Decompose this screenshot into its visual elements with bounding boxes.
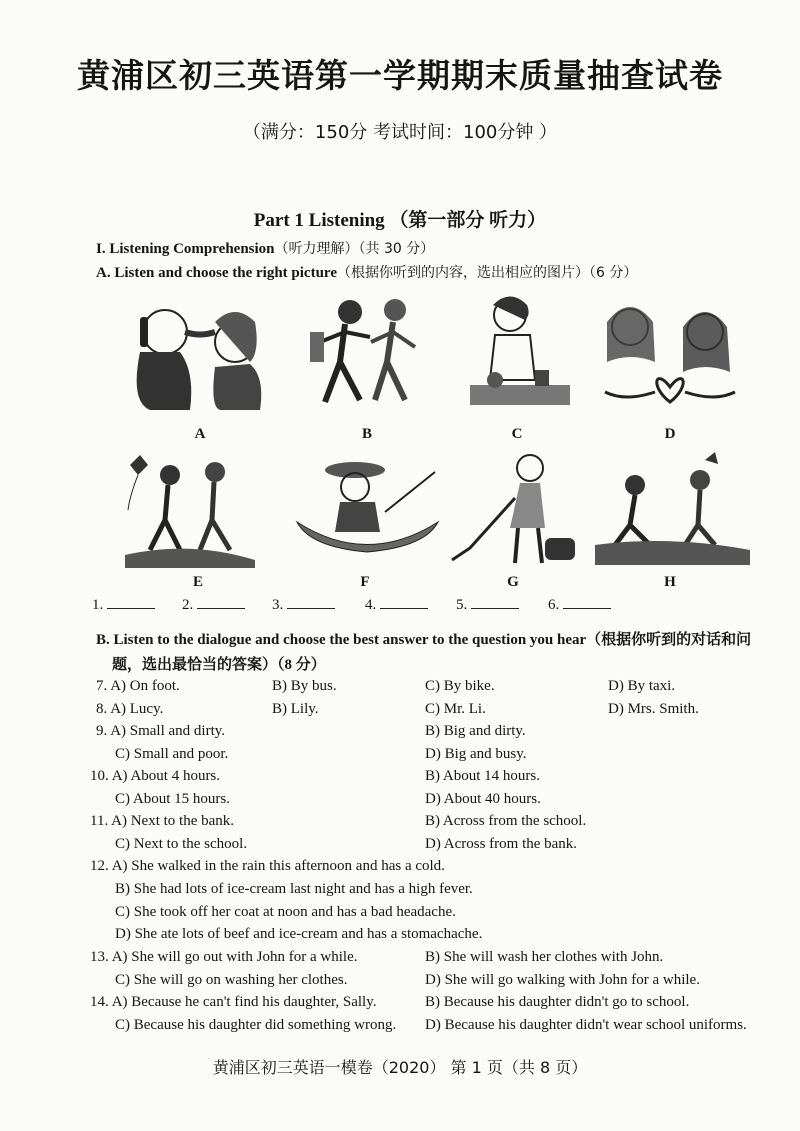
option-a[interactable]: A) She will go out with John for a while. (111, 949, 358, 965)
section-heading-listening (96, 238, 434, 258)
beach-play-icon (590, 450, 720, 570)
option-a[interactable]: A) She walked in the rain this afternoon and has a cold. (111, 858, 445, 874)
option-c[interactable]: C) Mr. Li. (425, 701, 486, 717)
answer-blank-6[interactable]: 6. (548, 596, 611, 614)
running-couple-icon (305, 292, 435, 412)
question-10: 10. A) About 4 hours. (90, 768, 221, 784)
option-a[interactable]: A) Because he can't find his daughter, Sally. (111, 994, 377, 1010)
section-b-heading-cont: 题，选出最恰当的答案）（8 分） (112, 657, 326, 673)
picture-label-b: B (361, 426, 372, 442)
vacuum-cleaning-icon (450, 448, 580, 568)
question-12: 12. A) She walked in the rain this afternoon and has a cold. (90, 858, 445, 874)
option-d[interactable]: D) Big and busy. (425, 746, 527, 762)
option-b[interactable]: B) By bus. (272, 678, 337, 694)
option-d[interactable]: D) Because his daughter didn't wear school uniforms. (425, 1017, 747, 1033)
option-a[interactable]: A) Next to the bank. (111, 813, 235, 829)
answer-blank-5[interactable]: 5. (456, 596, 519, 614)
section-a-cn: （根据你听到的内容，选出相应的图片）（6 分） (336, 265, 638, 281)
answer-blank-1[interactable]: 1. (92, 596, 155, 614)
part-heading: Part 1 Listening （第一部分 听力） (253, 210, 547, 231)
option-c[interactable]: C) Next to the school. (115, 836, 248, 852)
option-d[interactable]: D) By taxi. (608, 678, 676, 694)
phone-call-icon (120, 292, 250, 412)
picture-label-g: G (507, 574, 519, 590)
option-c[interactable]: C) She will go on washing her clothes. (115, 972, 348, 988)
option-d[interactable]: D) She will go walking with John for a while. (425, 972, 700, 988)
page-footer: 黄浦区初三英语一模卷（2020） 第 1 页（共 8 页） (212, 1058, 588, 1077)
picture-label-a: A (194, 426, 206, 442)
question-7: 7. A) On foot. (96, 678, 180, 694)
option-a[interactable]: A) On foot. (110, 678, 180, 694)
option-d[interactable]: D) Across from the bank. (425, 836, 578, 852)
question-9: 9. A) Small and dirty. (96, 723, 226, 739)
answer-blank-2[interactable]: 2. (182, 596, 245, 614)
woman-on-phone-icon (465, 290, 595, 410)
option-a[interactable]: A) Small and dirty. (110, 723, 226, 739)
option-b[interactable]: B) Across from the school. (425, 813, 587, 829)
option-d[interactable]: D) About 40 hours. (425, 791, 541, 807)
option-b[interactable]: B) Big and dirty. (425, 723, 526, 739)
page-title: 黄浦区初三英语第一学期期末质量抽查试卷 (77, 56, 723, 95)
answer-blank-4[interactable]: 4. (365, 596, 428, 614)
option-c[interactable]: C) Because his daughter did something wrong. (115, 1017, 397, 1033)
fisherman-boat-icon (295, 452, 425, 572)
option-a[interactable]: A) About 4 hours. (111, 768, 221, 784)
section-a-en: A. Listen and choose the right picture (96, 265, 337, 281)
section-b-heading: B. Listen to the dialogue and choose the best answer to the question you hear（根据你听到的对话和问 (96, 632, 752, 648)
kite-running-icon (120, 450, 250, 570)
section-a-heading (96, 262, 637, 282)
section-heading-en: I. Listening Comprehension (96, 241, 275, 257)
option-c[interactable]: C) By bike. (425, 678, 495, 694)
question-8: 8. A) Lucy. (96, 701, 164, 717)
picture-label-d: D (664, 426, 676, 442)
section-heading-cn: （听力理解）（共 30 分） (274, 241, 435, 257)
option-b[interactable]: B) Because his daughter didn't go to school. (425, 994, 690, 1010)
picture-label-c: C (511, 426, 523, 442)
question-14: 14. A) Because he can't find his daughter, Sally. (90, 994, 377, 1010)
option-c[interactable]: C) She took off her coat at noon and has a bad headache. (115, 904, 456, 920)
option-b[interactable]: B) Lily. (272, 701, 319, 717)
option-c[interactable]: C) Small and poor. (115, 746, 229, 762)
answer-blank-3[interactable]: 3. (272, 596, 335, 614)
question-13: 13. A) She will go out with John for a while. (90, 949, 358, 965)
option-d[interactable]: D) Mrs. Smith. (608, 701, 699, 717)
picture-label-e: E (192, 574, 203, 590)
option-b[interactable]: B) She will wash her clothes with John. (425, 949, 664, 965)
picture-label-f: F (360, 574, 370, 590)
option-b[interactable]: B) She had lots of ice-cream last night and has a high fever. (115, 881, 473, 897)
option-b[interactable]: B) About 14 hours. (425, 768, 541, 784)
couple-phone-heart-icon (595, 292, 725, 412)
option-a[interactable]: A) Lucy. (110, 701, 164, 717)
option-d[interactable]: D) She ate lots of beef and ice-cream and has a stomachache. (115, 926, 483, 942)
option-c[interactable]: C) About 15 hours. (115, 791, 231, 807)
question-11: 11. A) Next to the bank. (90, 813, 235, 829)
picture-label-h: H (664, 574, 676, 590)
exam-info: （满分：150分 考试时间：100分钟 ） (242, 122, 558, 143)
